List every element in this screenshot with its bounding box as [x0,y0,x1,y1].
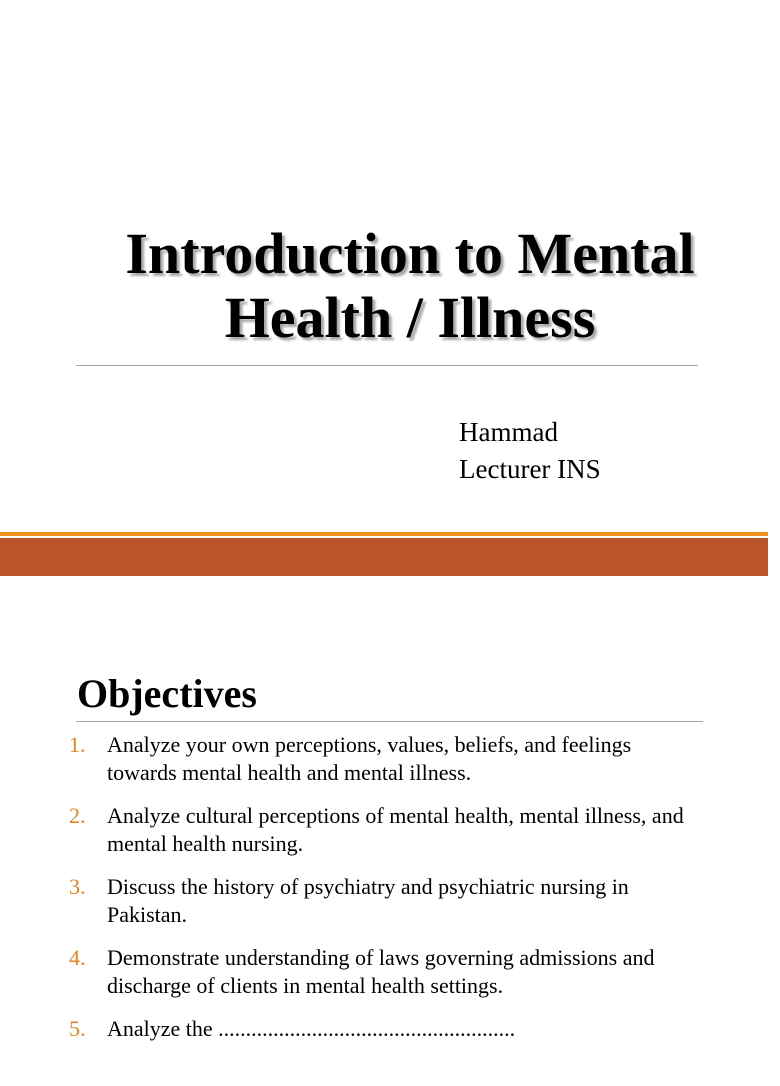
list-item-text [107,802,737,858]
author-block [459,414,601,488]
list-item-number: 1. [69,732,86,757]
objectives-list [0,731,768,1086]
list-item-number: 4. [69,945,86,970]
objectives-heading: Objectives [77,671,257,716]
author-role: Lecturer INS [459,454,601,484]
author-name: Hammad [459,417,558,447]
slide-title-line-2: Health / Illness [224,285,596,350]
list-item-text [107,1015,737,1043]
list-item [0,1015,768,1071]
list-item-line: mental health nursing. [107,831,304,856]
list-item-number: 2. [69,803,86,828]
list-item [0,944,768,1000]
objectives-divider [76,721,703,722]
slide-title [40,222,780,350]
title-divider [76,365,698,366]
list-item-line: towards mental health and mental illness. [107,760,472,785]
list-item-line: Demonstrate understanding of laws governing admissions and [107,945,655,970]
list-item [0,873,768,929]
list-item-line: Discuss the history of psychiatry and psychiatric nursing in [107,874,629,899]
list-item-line: Analyze your own perceptions, values, beliefs, and feelings [107,732,632,757]
list-item-text [107,873,737,929]
objectives-slide [0,576,768,1041]
list-item-line: discharge of clients in mental health settings. [107,973,504,998]
footer-band [0,538,768,576]
list-item-line: Pakistan. [107,902,188,927]
list-item [0,802,768,858]
list-item-text [107,731,737,787]
list-item-number: 3. [69,874,86,899]
list-item [0,731,768,787]
slide-title-line-1: Introduction to Mental [125,221,695,286]
list-item-number: 5. [69,1016,86,1041]
list-item-line: Analyze the ...................................................... [107,1016,516,1041]
list-item-line: Analyze cultural perceptions of mental health, mental illness, and [107,803,684,828]
list-item-text [107,944,737,1000]
